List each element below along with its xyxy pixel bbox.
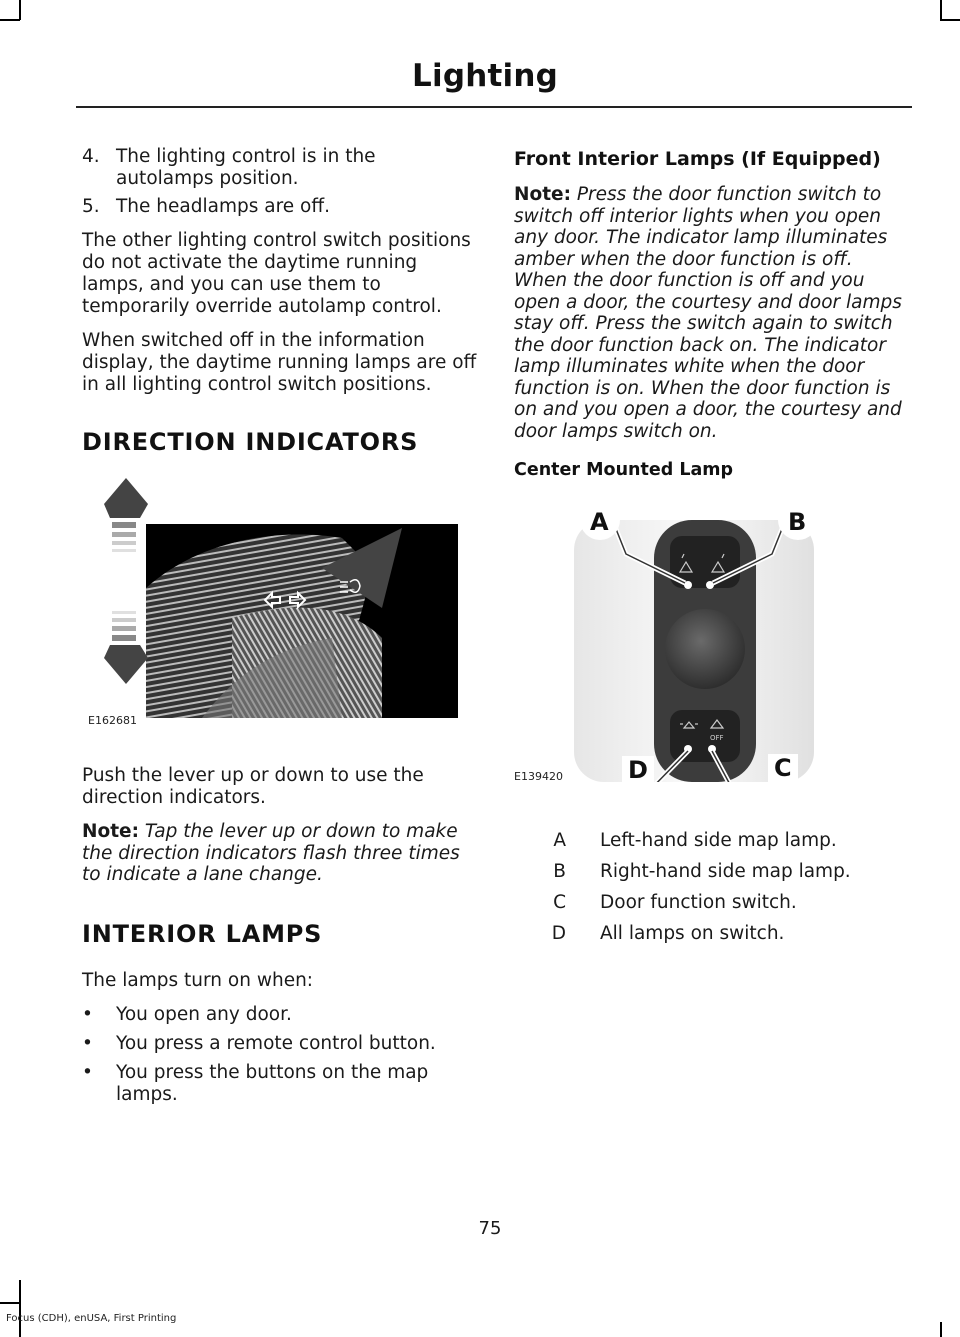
legend-key: C (553, 892, 566, 913)
list-item-text: You open any door. (116, 1003, 292, 1025)
legend-row (514, 923, 910, 945)
step-item (82, 196, 478, 218)
legend-key: B (553, 861, 566, 882)
off-label: OFF (710, 734, 724, 742)
legend (514, 830, 910, 945)
paragraph: Push the lever up or down to use the direction indicators. (82, 765, 424, 808)
note-text: Tap the lever up or down to make the direction indicators flash three times to indicate a lane change. (82, 821, 460, 885)
center-lamp-figure (514, 492, 910, 792)
list-item-text: You press a remote control button. (116, 1032, 436, 1054)
note-label: Note: (514, 184, 571, 205)
subsection-heading: Center Mounted Lamp (514, 460, 734, 480)
legend-key: A (553, 830, 566, 851)
callout-c: C (768, 754, 798, 782)
callout-b: B (788, 508, 807, 536)
crop-mark (940, 19, 960, 21)
right-column (514, 146, 910, 954)
bullet: • (82, 1003, 93, 1025)
section-heading: DIRECTION INDICATORS (82, 428, 419, 456)
arrow-up-icon (104, 478, 148, 552)
list-item (82, 1004, 478, 1026)
note-text: Press the door function switch to switch off interior lights when you open any door. The indicator lamp illuminates amber when the door function is off. When the door function is off and you open a door, the courtesy and door lamps stay off. Press the switch again to switch the door function back on. The indicator lamp illuminates white when the door function is on. When the door function is on and you open a door, the courtesy and door lamps switch on. (514, 184, 902, 442)
paragraph: The other lighting control switch positions do not activate the daytime running lamps, and you can use them to temporarily override autolamp control. (82, 230, 471, 317)
legend-text: Door function switch. (600, 892, 797, 913)
list-item (82, 1033, 478, 1055)
figure-code: E162681 (88, 714, 137, 727)
list-item (82, 1062, 478, 1106)
section-heading: INTERIOR LAMPS (82, 919, 323, 948)
legend-key: D (551, 923, 566, 944)
indicator-lever-illustration (82, 478, 478, 728)
crop-mark (940, 0, 942, 20)
bullet: • (82, 1032, 93, 1054)
legend-row (514, 830, 910, 852)
arrow-down-icon (104, 611, 148, 684)
header-rule (76, 106, 912, 108)
left-column (82, 146, 478, 1113)
callout-a: A (590, 508, 609, 536)
legend-text: All lamps on switch. (600, 923, 785, 944)
step-text: The headlamps are off. (116, 196, 330, 217)
step-text: The lighting control is in the autolamps position. (116, 146, 376, 189)
footer: Focus (CDH), enUSA, First Printing (6, 1313, 177, 1324)
callout-d: D (622, 756, 654, 784)
subsection-heading: Front Interior Lamps (If Equipped) (514, 148, 881, 170)
legend-text: Right-hand side map lamp. (600, 861, 851, 882)
direction-indicator-figure (82, 478, 478, 743)
center-lamp-illustration (514, 492, 910, 782)
figure-code: E139420 (514, 770, 563, 783)
crop-mark (940, 1322, 942, 1337)
step-number: 4. (82, 146, 100, 167)
note-label: Note: (82, 821, 139, 842)
crop-mark (0, 19, 20, 21)
note (82, 821, 478, 886)
legend-text: Left-hand side map lamp. (600, 830, 837, 851)
legend-row (514, 892, 910, 914)
crop-mark (19, 1280, 21, 1337)
note (514, 184, 910, 442)
paragraph: The lamps turn on when: (82, 969, 314, 991)
bullet: • (82, 1061, 93, 1083)
crop-mark (19, 0, 21, 20)
legend-row (514, 861, 910, 883)
list-item-text: You press the buttons on the map lamps. (116, 1061, 429, 1105)
page-number: 75 (478, 1218, 502, 1239)
paragraph: When switched off in the information display, the daytime running lamps are off in all lighting control switch positions. (82, 330, 477, 395)
step-number: 5. (82, 196, 100, 217)
crop-mark (0, 1302, 20, 1304)
step-item (82, 146, 478, 190)
page-title: Lighting (412, 58, 558, 94)
